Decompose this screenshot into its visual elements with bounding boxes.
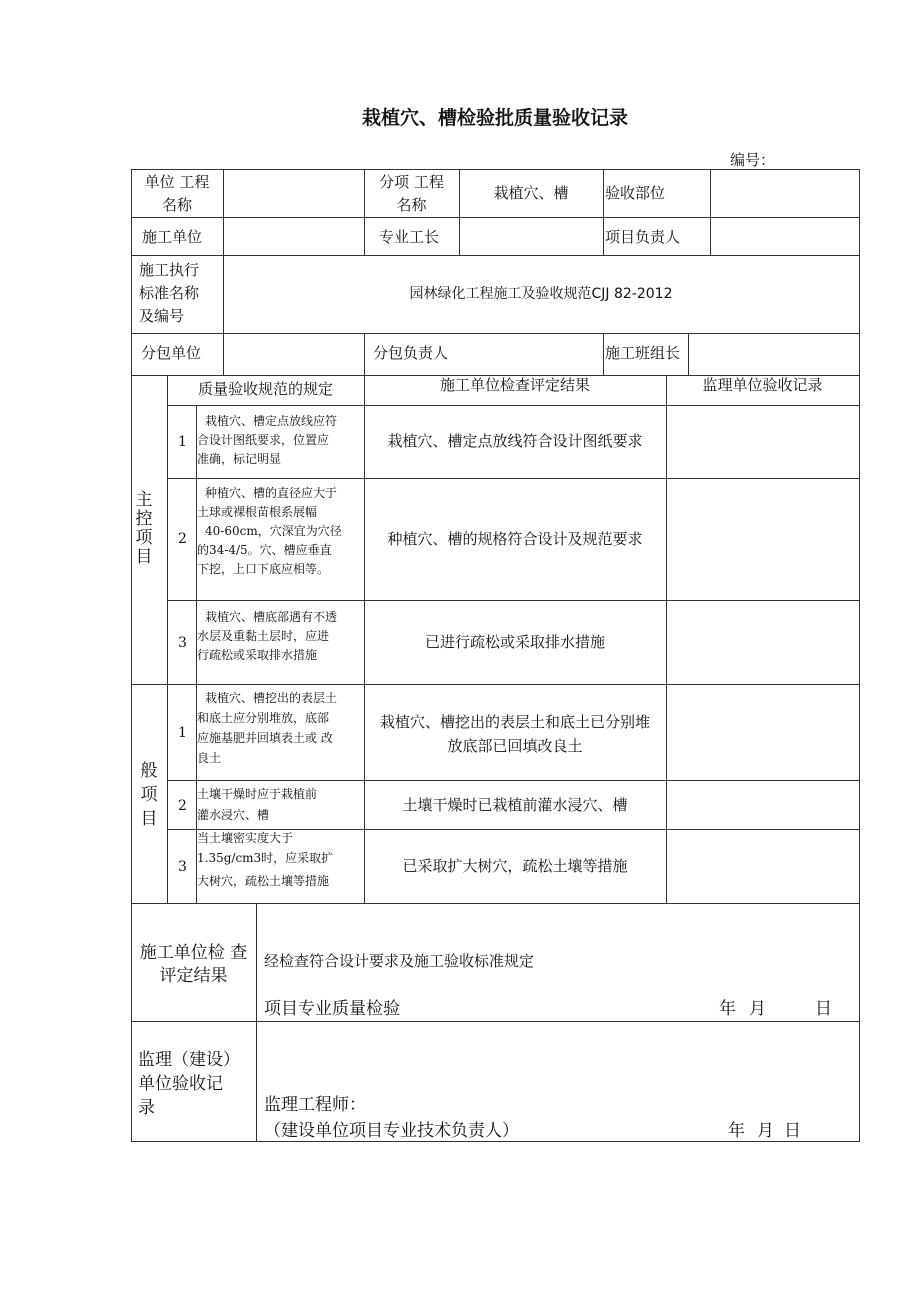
spec-line: 水层及重黏土层时，应进 bbox=[197, 629, 330, 643]
construction-conclusion-label-line: 评定结果 bbox=[159, 966, 228, 986]
sub-project-value: 栽植穴、槽 bbox=[493, 184, 569, 202]
project-name-label bbox=[131, 171, 223, 217]
column-header-construction-result: 施工单位检查评定结果 bbox=[439, 376, 590, 394]
standard-label-line: 施工执行 bbox=[139, 261, 200, 279]
item-number: 1 bbox=[178, 434, 187, 450]
result-line: 放底部已回填改良土 bbox=[447, 737, 583, 755]
spec-text bbox=[197, 412, 337, 469]
spec-line: 40-60cm，穴深宜为穴径 bbox=[205, 524, 342, 538]
grid-line bbox=[167, 405, 860, 406]
spec-line: 当土壤密实度大于 bbox=[197, 831, 294, 845]
main-items-label-char: 目 bbox=[135, 547, 153, 567]
grid-line bbox=[131, 255, 860, 256]
spec-line: 和底土应分别堆放，底部 bbox=[197, 711, 330, 725]
spec-line: 栽植穴、槽定点放线应符 bbox=[205, 414, 338, 428]
standard-label bbox=[139, 259, 199, 328]
grid-line bbox=[131, 903, 860, 904]
item-number: 2 bbox=[178, 798, 187, 814]
item-number: 3 bbox=[178, 635, 187, 651]
grid-line bbox=[131, 333, 860, 334]
spec-line: 土壤干燥时应于栽植前 bbox=[197, 787, 318, 801]
grid-line bbox=[167, 478, 860, 479]
sub-project-label-line: 名称 bbox=[396, 196, 427, 214]
spec-text bbox=[197, 830, 333, 893]
spec-text bbox=[197, 484, 342, 579]
spec-line: 行疏松或采取排水措施 bbox=[197, 648, 318, 662]
spec-line: 大树穴，疏松土壤等措施 bbox=[197, 874, 330, 888]
team-leader-label: 施工班组长 bbox=[605, 344, 681, 362]
spec-line: 土球或裸根苗根系展幅 bbox=[197, 505, 318, 519]
grid-line bbox=[666, 375, 667, 903]
grid-line bbox=[223, 333, 224, 375]
grid-line bbox=[131, 1021, 860, 1022]
column-header-supervision-record: 监理单位验收记录 bbox=[702, 376, 823, 394]
table-border-left bbox=[131, 169, 132, 1142]
standard-value: 园林绿化工程施工及验收规范CJJ 82-2012 bbox=[409, 286, 673, 302]
result-text: 已进行疏松或采取排水措施 bbox=[424, 633, 605, 651]
page-title: 栽植穴、槽检验批质量验收记录 bbox=[361, 107, 628, 129]
supervision-engineer-label: 监理工程师： bbox=[264, 1095, 366, 1115]
grid-line bbox=[167, 780, 860, 781]
grid-line bbox=[131, 684, 860, 685]
supervision-conclusion-label-line: 单位验收记 bbox=[138, 1074, 223, 1094]
acceptance-part-label: 验收部位 bbox=[605, 184, 666, 202]
sub-project-label-line: 分项 工程 bbox=[379, 173, 444, 191]
subcontract-manager-label: 分包负责人 bbox=[373, 344, 449, 362]
main-items-label bbox=[131, 491, 157, 567]
general-items-label-char: 项 bbox=[140, 785, 158, 805]
project-name-label-line: 单位 工程 bbox=[144, 173, 210, 191]
date-year: 年 bbox=[719, 999, 736, 1019]
date-day: 日 bbox=[815, 999, 832, 1019]
standard-label-line: 标准名称 bbox=[139, 284, 200, 302]
spec-line: 准确，标记明显 bbox=[197, 452, 282, 466]
result-text bbox=[364, 710, 666, 758]
supervision-conclusion-label bbox=[138, 1048, 240, 1120]
quality-inspector-label: 项目专业质量检验 bbox=[264, 999, 400, 1019]
main-items-label-char: 项 bbox=[135, 528, 153, 548]
date-month: 月 bbox=[757, 1121, 774, 1141]
table-border-top bbox=[131, 169, 860, 170]
date-year: 年 bbox=[728, 1121, 745, 1141]
spec-line: 种植穴、槽的直径应大于 bbox=[205, 486, 338, 500]
grid-line bbox=[167, 375, 168, 903]
serial-number-label: 编号： bbox=[730, 151, 776, 169]
spec-line: 应施基肥并回填表土或 改 bbox=[197, 731, 333, 745]
foreman-label: 专业工长 bbox=[379, 228, 440, 246]
construction-conclusion-label bbox=[131, 942, 256, 988]
item-number: 2 bbox=[178, 531, 187, 547]
result-text: 土壤干燥时已栽植前灌水浸穴、槽 bbox=[402, 796, 628, 814]
construction-conclusion-label-line: 施工单位检 查 bbox=[139, 943, 248, 963]
date-day: 日 bbox=[784, 1121, 801, 1141]
spec-line: 栽植穴、槽挖出的表层土 bbox=[205, 691, 338, 705]
construction-unit-label: 施工单位 bbox=[142, 228, 203, 246]
grid-line bbox=[223, 169, 224, 255]
spec-line: 合设计图纸要求，位置应 bbox=[197, 433, 330, 447]
spec-line: 1.35g/cm3时，应采取扩 bbox=[197, 851, 334, 865]
grid-line bbox=[167, 600, 860, 601]
result-text: 栽植穴、槽定点放线符合设计图纸要求 bbox=[387, 432, 643, 450]
general-items-label-char: 目 bbox=[140, 809, 158, 829]
spec-text bbox=[197, 688, 337, 768]
sub-project-label bbox=[364, 171, 459, 217]
project-name-label-line: 名称 bbox=[161, 196, 192, 214]
date-month: 月 bbox=[749, 999, 766, 1019]
column-header-spec: 质量验收规范的规定 bbox=[197, 380, 333, 398]
supervision-conclusion-label-line: 监理（建设） bbox=[138, 1050, 240, 1070]
result-line: 栽植穴、槽挖出的表层土和底土已分别堆 bbox=[379, 713, 650, 731]
owner-technical-lead-label: （建设单位项目专业技术负责人） bbox=[264, 1121, 519, 1141]
general-items-label-char: 般 bbox=[140, 761, 158, 781]
grid-line bbox=[603, 169, 604, 255]
main-items-label-char: 控 bbox=[135, 509, 153, 529]
grid-line bbox=[603, 333, 604, 375]
main-items-label-char: 主 bbox=[135, 490, 153, 510]
spec-line: 的34-4/5。穴、槽应垂直 bbox=[197, 543, 332, 557]
general-items-label bbox=[131, 759, 167, 831]
result-text: 种植穴、槽的规格符合设计及规范要求 bbox=[387, 530, 643, 548]
spec-line: 栽植穴、槽底部遇有不透 bbox=[205, 610, 338, 624]
grid-line bbox=[256, 903, 257, 1141]
subcontract-unit-label: 分包单位 bbox=[141, 344, 202, 362]
grid-line bbox=[131, 217, 860, 218]
construction-conclusion-text: 经检查符合设计要求及施工验收标准规定 bbox=[264, 952, 535, 970]
standard-label-line: 及编号 bbox=[139, 307, 185, 325]
spec-line: 灌水浸穴、槽 bbox=[197, 808, 270, 822]
grid-line bbox=[688, 333, 689, 375]
spec-line: 下挖，上口下底应相等。 bbox=[197, 562, 330, 576]
result-text: 已采取扩大树穴，疏松土壤等措施 bbox=[402, 857, 628, 875]
project-manager-label: 项目负责人 bbox=[605, 228, 681, 246]
spec-text bbox=[197, 608, 337, 665]
item-number: 3 bbox=[178, 859, 187, 875]
item-number: 1 bbox=[178, 725, 187, 741]
table-border-right bbox=[859, 169, 860, 1142]
supervision-conclusion-label-line: 录 bbox=[138, 1098, 155, 1118]
grid-line bbox=[710, 169, 711, 255]
spec-line: 良土 bbox=[197, 751, 222, 765]
spec-text bbox=[197, 784, 317, 826]
grid-line bbox=[364, 333, 365, 375]
